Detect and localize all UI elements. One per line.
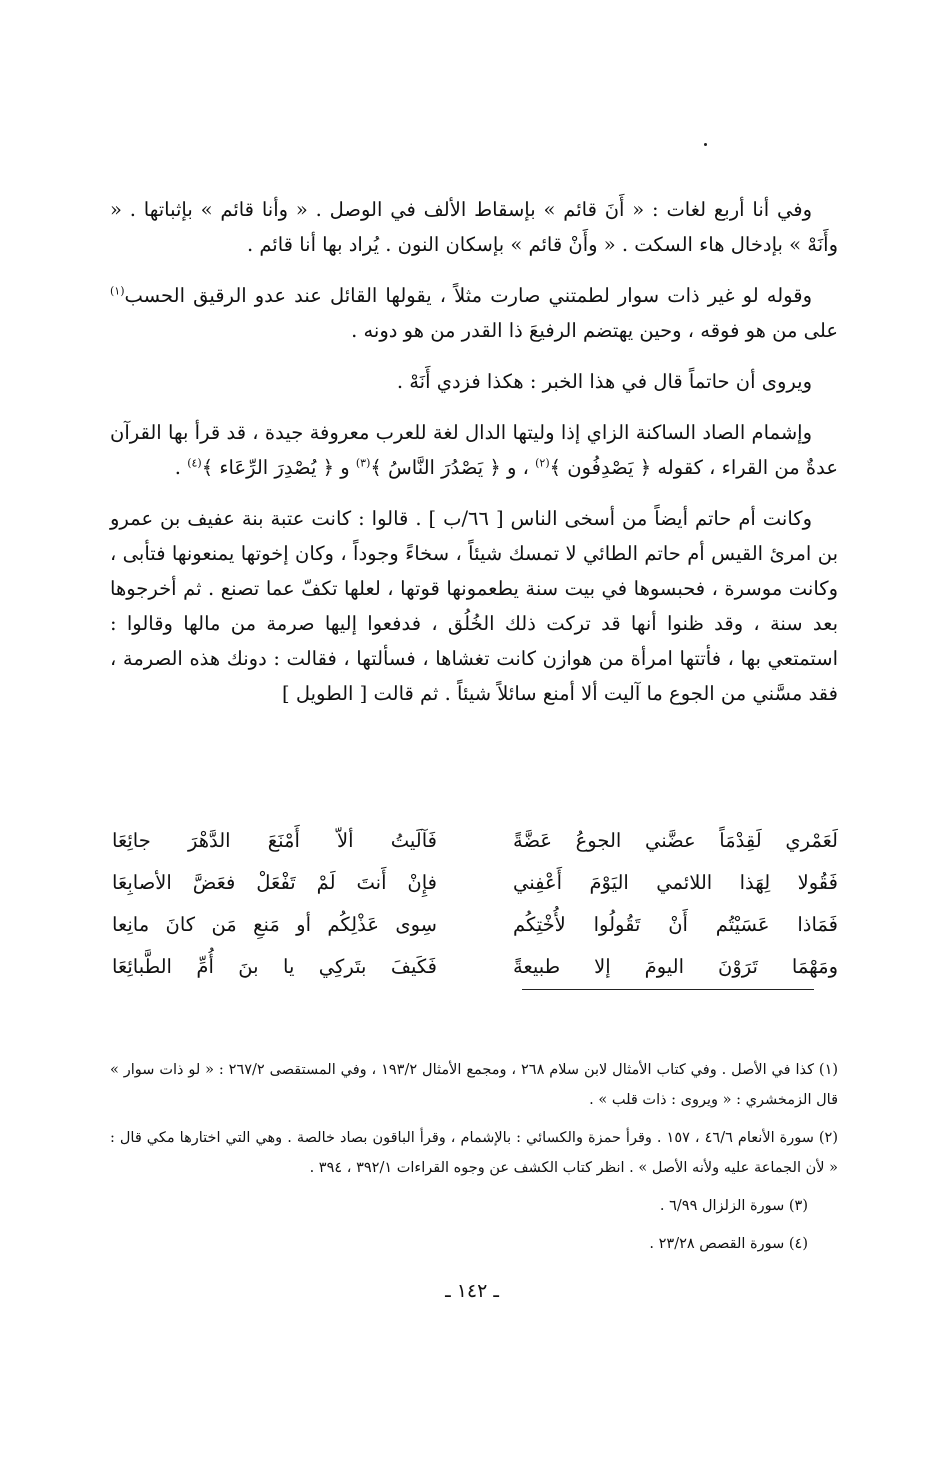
poem [112, 820, 838, 988]
poem-verse-4 [112, 946, 838, 988]
footnote-separator [522, 989, 814, 990]
paragraph-4-text-a: وإشمام الصاد الساكنة الزاي إذا وليتها الدال لغة للعرب معروفة جيدة ، قد قرأ بها القرآن عدةٌ من القراء ، كقوله ﴿ يَصْدِفُون ﴾ [110, 421, 838, 479]
poem-verse-1 [112, 820, 838, 862]
stray-dot [704, 143, 707, 146]
page-number: ـ ١٤٢ ـ [445, 1280, 499, 1302]
poem-verse-3-sadr: فَمَاذا عَسَيْتُم أَنْ تَقُولُوا لأُخْتِكُم [513, 913, 838, 936]
paragraph-5: وكانت أم حاتم أيضاً من أسخى الناس [ ٦٦/ب ] . قالوا : كانت عتبة بنة عفيف بن عمرو بن امرئ القيس أم حاتم الطائي لا تمسك شيئاً ، سخاءً وجوداً ، وكان إخوتها يمنعونها فتأبى ، وكانت موسرة ، فحبسوها في بيت سنة يطعمونها قوتها ، لعلها تكفّ عما تصنع . ثم أخرجوها بعد سنة ، وقد ظنوا أنها قد تركت ذلك الخُلُق ، فدفعوا إليها صرمة من مالها وقالوا : استمتعي بها ، فأتتها امرأة من هوازن كانت تغشاها ، فسألتها ، فقالت : دونك هذه الصرمة ، فقد مسَّني من الجوع ما آليت ألا أمنع سائلاً شيئاً . ثم قالت [ الطويل ] [110, 507, 838, 705]
poem-verse-2-ajuz: فإِنْ أَنتَ لَمْ تَفْعَلْ فعَضَّ الأصابِعَا [112, 871, 437, 894]
footnote-3: (٣) سورة الزلزال ٦/٩٩ . [659, 1198, 808, 1214]
paragraph-4-text-d: . [174, 456, 188, 479]
footnote-1: (١) كذا في الأصل . وفي كتاب الأمثال لابن سلام ٢٦٨ ، ومجمع الأمثال ١٩٣/٢ ، وفي المستقصى ٢٦٧/٢ : « لو ذات سوار » قال الزمخشري : « ويروى : ذات قلب » . [110, 1062, 839, 1108]
paragraph-4 [110, 415, 838, 485]
footnote-ref-1: (١) [110, 284, 125, 298]
poem-verse-3-ajuz: سِوى عَذْلِكُم أو مَنعِ مَن كانَ مانِعا [112, 913, 437, 936]
paragraph-4-text-b: ، و ﴿ يَصْدُرَ النَّاسُ ﴾ [370, 456, 536, 479]
poem-verse-4-sadr: ومَهْمَا تَرَوْنَ اليومَ إلا طبيعةً [513, 955, 838, 978]
footnote-4: (٤) سورة القصص ٢٣/٢٨ . [649, 1236, 808, 1252]
paragraph-2-text-a: وقوله لو غير ذات سوار لطمتني صارت مثلاً ، يقولها القائل عند عدو الرقيق الحسب [124, 284, 812, 307]
poem-verse-1-ajuz: فَآلَيتُ ألاّ أَمْنَعَ الدَّهْرَ جائِعَا [112, 829, 437, 852]
main-text [110, 192, 838, 727]
footnotes [110, 1055, 838, 1267]
paragraph-2-text-b: على من هو فوقه ، وحين يهتضم الرفيعَ ذا القدر من هو دونه . [351, 319, 838, 342]
poem-verse-3 [112, 904, 838, 946]
poem-verse-2 [112, 862, 838, 904]
footnote-ref-2: (٢) [535, 456, 550, 470]
poem-verse-2-sadr: فَقُولا لِهَذا اللائمي اليَوْمَ أَعْفِني [513, 871, 838, 894]
footnote-2: (٢) سورة الأنعام ٤٦/٦ ، ١٥٧ . وقرأ حمزة والكسائي : بالإشمام ، وقرأ الباقون بصاد خالصة . وهي التي اختارها مكي قال : « لأن الجماعة عليه ولأنه الأصل » . انظر كتاب الكشف عن وجوه القراءات ٣٩٢/١ ، ٣٩٤ . [110, 1130, 839, 1176]
poem-verse-1-sadr: لَعَمْري لَقِدْمَاً عضَّني الجوعُ عَضَّةً [513, 829, 838, 852]
footnote-ref-3: (٣) [355, 456, 371, 470]
paragraph-2 [110, 278, 838, 348]
paragraph-3: ويروى أن حاتماً قال في هذا الخبر : هكذا فزدي أَنَهْ . [396, 370, 812, 393]
paragraph-4-text-c: و ﴿ يُصْدِرَ الرِّعَاء ﴾ [201, 456, 356, 479]
poem-verse-4-ajuz: فَكَيفَ بتَركِي يا بنَ أُمِّ الطَّبائِعَا [112, 955, 437, 978]
footnote-ref-4: (٤) [187, 456, 202, 470]
paragraph-1: وفي أنا أربع لغات : « أَنَ قائم » بإسقاط الألف في الوصل . « وأنا قائم » بإثباتها . « وأَنَهْ » بإدخال هاء السكت . « وأَنْ قائم » بإسكان النون . يُراد بها أنا قائم . [110, 198, 838, 256]
